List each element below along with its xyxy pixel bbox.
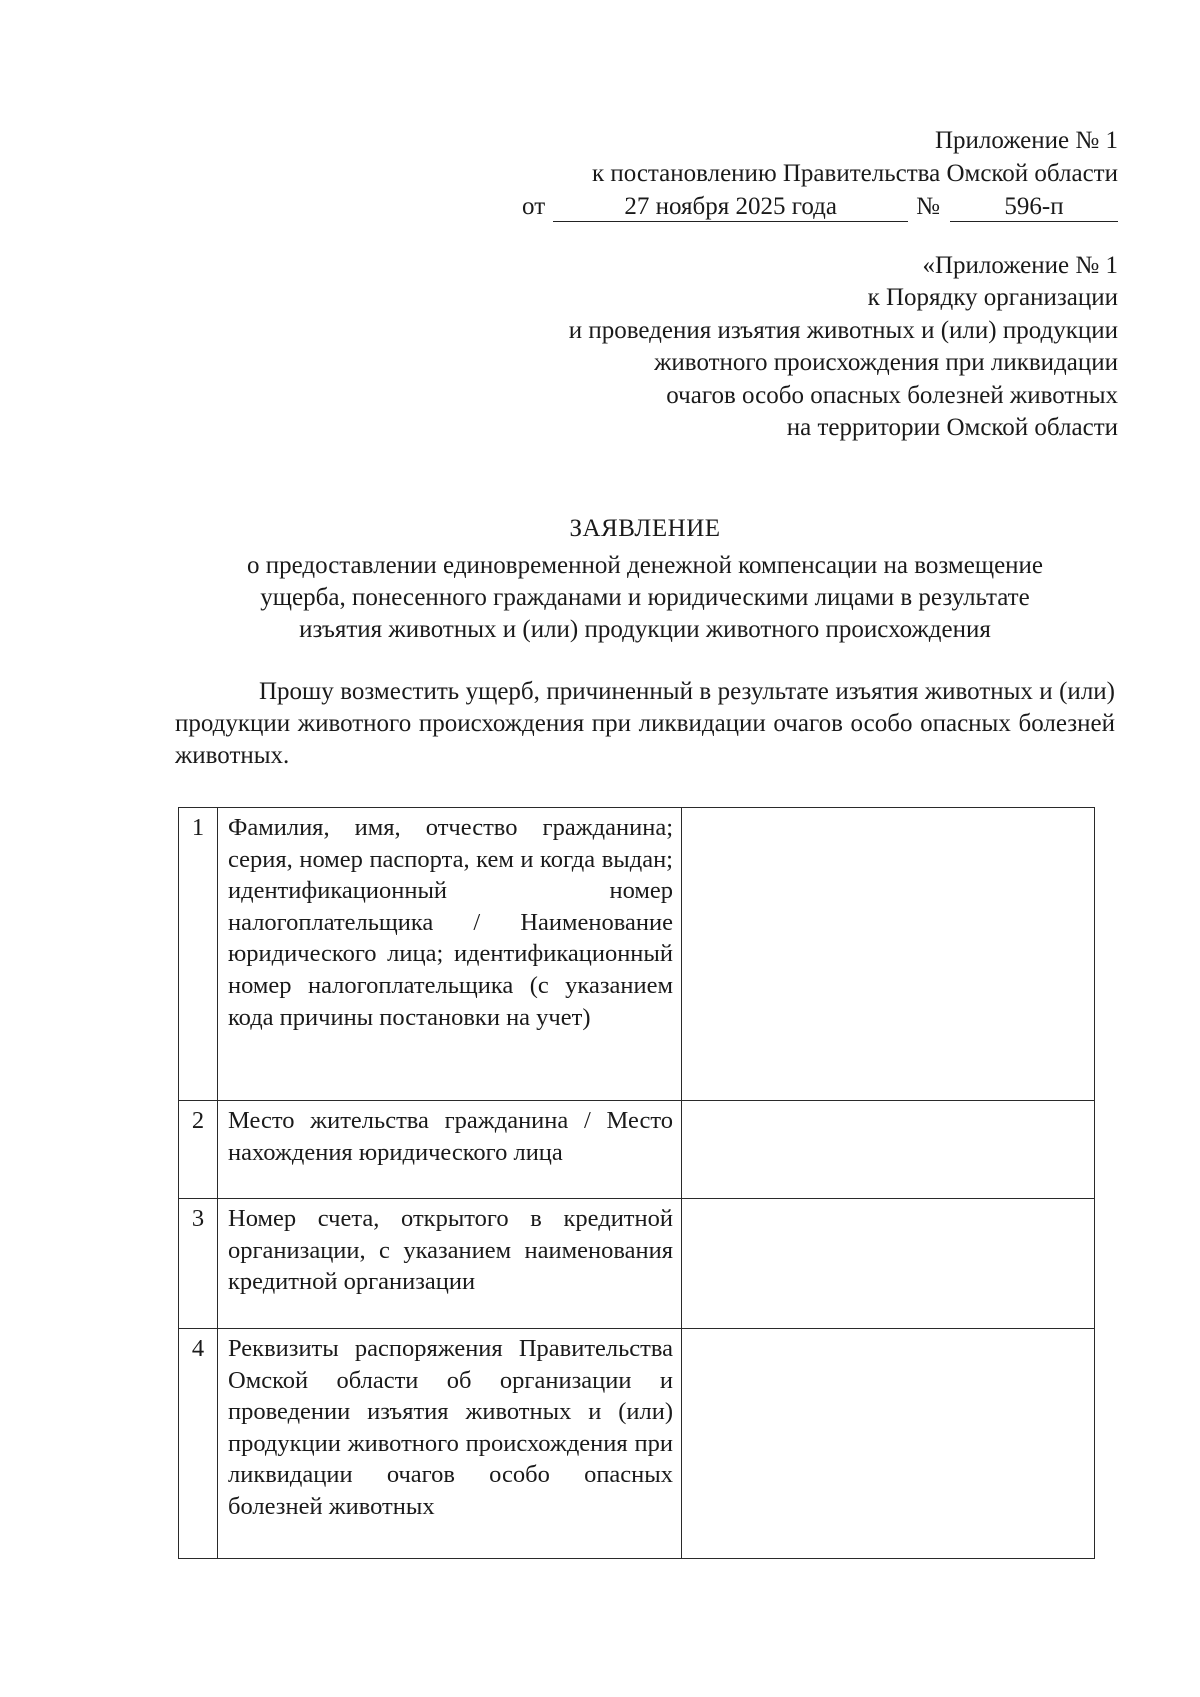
row-value-field[interactable] <box>682 1329 1095 1559</box>
row-number: 4 <box>179 1329 218 1559</box>
row-label: Номер счета, открытого в кредитной организации, с указанием наименования кредитной организации <box>218 1199 682 1329</box>
decree-number: 596-п <box>950 193 1118 222</box>
row-number: 3 <box>179 1199 218 1329</box>
subtitle-line-3: изъятия животных и (или) продукции животного происхождения <box>299 616 991 643</box>
row-label: Фамилия, имя, отчество гражданина; серия, номер паспорта, кем и когда выдан; идентификационный номер налогоплательщика / Наименование юридического лица; идентификационный номер налогоплательщика (с указанием кода причины постановки на учет) <box>218 808 682 1101</box>
document-subtitle <box>150 550 1140 646</box>
procedure-line-3: и проведения изъятия животных и (или) продукции <box>568 316 1118 344</box>
row-number: 1 <box>179 808 218 1101</box>
request-paragraph: Прошу возместить ущерб, причиненный в результате изъятия животных и (или) продукции животного происхождения при ликвидации очагов особо опасных болезней животных. <box>175 678 1115 769</box>
procedure-line-2: к Порядку организации <box>867 284 1118 312</box>
from-label: от <box>522 193 546 220</box>
row-value-field[interactable] <box>682 1199 1095 1329</box>
number-label: № <box>916 193 940 220</box>
table-row <box>179 808 1095 1101</box>
table-row <box>179 1101 1095 1199</box>
decree-date-number-line <box>468 190 1118 223</box>
row-number: 2 <box>179 1101 218 1199</box>
row-label: Место жительства гражданина / Место нахождения юридического лица <box>218 1101 682 1199</box>
subtitle-line-1: о предоставлении единовременной денежной компенсации на возмещение <box>246 552 1044 579</box>
document-title: ЗАЯВЛЕНИЕ <box>569 515 721 542</box>
procedure-line-6: на территории Омской области <box>786 414 1118 442</box>
appendix-title: Приложение № 1 <box>934 127 1118 154</box>
application-form-table <box>178 807 1095 1559</box>
procedure-appendix-header <box>418 250 1118 444</box>
decree-appendix-header <box>468 124 1118 223</box>
procedure-line-5: очагов особо опасных болезней животных <box>666 381 1118 409</box>
decree-date: 27 ноября 2025 года <box>553 193 908 222</box>
row-value-field[interactable] <box>682 808 1095 1101</box>
table-row <box>179 1199 1095 1329</box>
procedure-line-1: «Приложение № 1 <box>922 252 1118 279</box>
procedure-line-4: животного происхождения при ликвидации <box>654 349 1118 377</box>
row-value-field[interactable] <box>682 1101 1095 1199</box>
table-row <box>179 1329 1095 1559</box>
subtitle-line-2: ущерба, понесенного гражданами и юридическими лицами в результате <box>260 584 1030 611</box>
appendix-to-decree: к постановлению Правительства Омской области <box>591 160 1118 187</box>
row-label: Реквизиты распоряжения Правительства Омской области об организации и проведении изъятия животных и (или) продукции животного происхождения при ликвидации очагов особо опасных болезней животных <box>218 1329 682 1559</box>
